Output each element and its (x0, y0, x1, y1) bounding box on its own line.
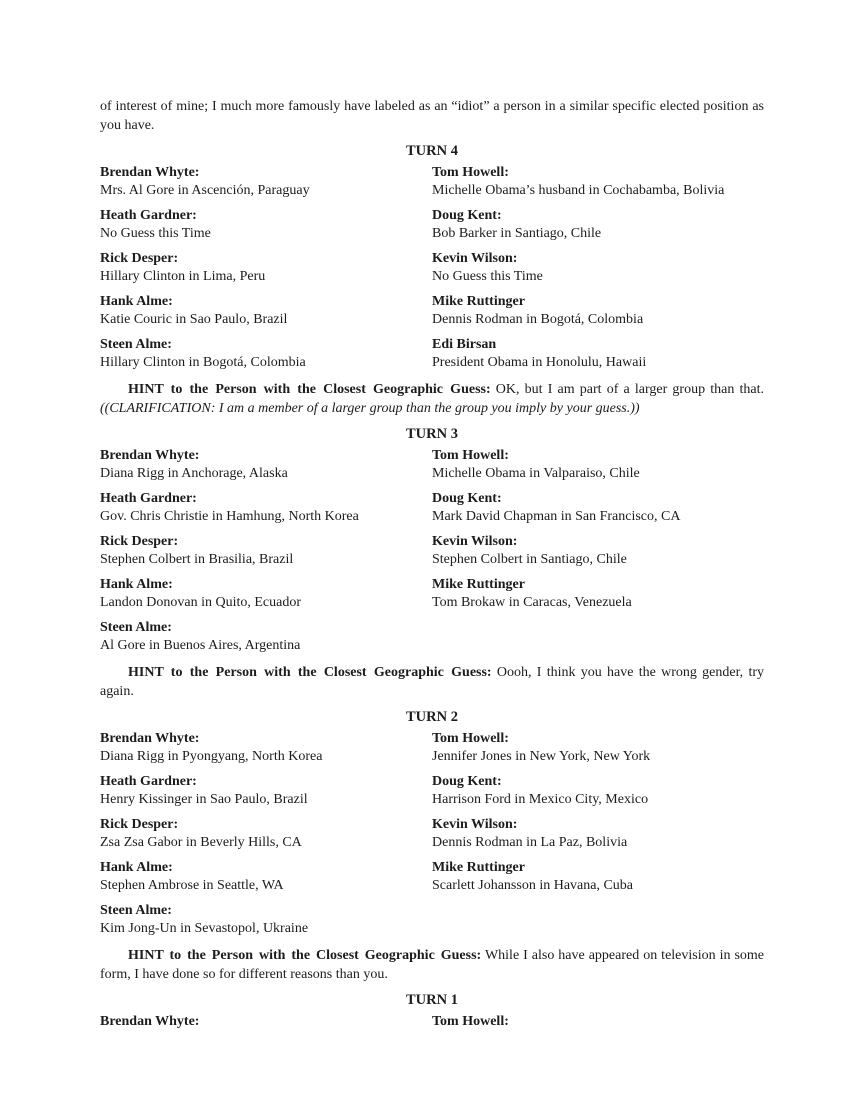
player-guess: Hillary Clinton in Bogotá, Colombia (100, 355, 306, 370)
player-entry (432, 207, 764, 243)
empty-cell (432, 902, 764, 938)
player-entry (432, 490, 764, 526)
player-guess: Stephen Colbert in Brasilia, Brazil (100, 552, 294, 567)
player-entry (432, 576, 764, 612)
player-entry (100, 1013, 432, 1031)
player-entry (100, 447, 432, 483)
player-guess: Landon Donovan in Quito, Ecuador (100, 595, 302, 610)
player-name: Mike Ruttinger (432, 860, 525, 875)
player-name: Kevin Wilson: (432, 251, 518, 266)
player-entry (432, 730, 764, 766)
player-entry (100, 533, 432, 569)
player-guess: Katie Couric in Sao Paulo, Brazil (100, 312, 288, 327)
player-name: Mike Ruttinger (432, 294, 525, 309)
player-entry (100, 164, 432, 200)
turn-3-hint (100, 663, 764, 701)
player-guess: Diana Rigg in Pyongyang, North Korea (100, 749, 323, 764)
player-guess: Michelle Obama in Valparaiso, Chile (432, 466, 640, 481)
player-entry (100, 576, 432, 612)
player-name: Tom Howell: (432, 165, 509, 180)
turn-3-entries (100, 447, 764, 655)
turn-1-title: TURN 1 (406, 992, 458, 1008)
player-guess: Harrison Ford in Mexico City, Mexico (432, 792, 649, 807)
player-entry (432, 250, 764, 286)
player-entry (100, 336, 432, 372)
empty-cell (432, 619, 764, 655)
player-name: Heath Gardner: (100, 774, 197, 789)
turn-4-title: TURN 4 (406, 143, 458, 159)
player-guess: Tom Brokaw in Caracas, Venezuela (432, 595, 632, 610)
turn-4-entries (100, 164, 764, 372)
player-name: Tom Howell: (432, 448, 509, 463)
player-guess: Dennis Rodman in La Paz, Bolivia (432, 835, 628, 850)
player-entry (432, 1013, 764, 1031)
player-name: Rick Desper: (100, 534, 179, 549)
player-entry (100, 207, 432, 243)
player-entry (432, 533, 764, 569)
player-name: Rick Desper: (100, 251, 179, 266)
turn-1-entries (100, 1013, 764, 1031)
player-guess: Gov. Chris Christie in Hamhung, North Korea (100, 509, 359, 524)
player-name: Tom Howell: (432, 1014, 509, 1029)
hint-label: HINT to the Person with the Closest Geographic Guess: (128, 382, 491, 397)
player-name: Hank Alme: (100, 860, 173, 875)
player-guess: President Obama in Honolulu, Hawaii (432, 355, 647, 370)
player-guess: No Guess this Time (100, 226, 211, 241)
hint-clarification: ((CLARIFICATION: I am a member of a larger group than the group you imply by your guess.)) (100, 401, 640, 416)
player-name: Heath Gardner: (100, 208, 197, 223)
player-guess: Henry Kissinger in Sao Paulo, Brazil (100, 792, 308, 807)
player-entry (432, 293, 764, 329)
player-entry (100, 816, 432, 852)
player-guess: Diana Rigg in Anchorage, Alaska (100, 466, 288, 481)
player-name: Doug Kent: (432, 774, 502, 789)
player-guess: Stephen Ambrose in Seattle, WA (100, 878, 284, 893)
player-entry (100, 773, 432, 809)
intro-paragraph: of interest of mine; I much more famously have labeled as an “idiot” a person in a similar specific elected position as you have. (100, 99, 764, 133)
player-entry (432, 336, 764, 372)
player-guess: Scarlett Johansson in Havana, Cuba (432, 878, 634, 893)
player-entry (100, 490, 432, 526)
player-name: Brendan Whyte: (100, 448, 200, 463)
player-name: Edi Birsan (432, 337, 497, 352)
player-name: Steen Alme: (100, 903, 172, 918)
player-entry (432, 447, 764, 483)
player-entry (432, 859, 764, 895)
player-guess: Dennis Rodman in Bogotá, Colombia (432, 312, 644, 327)
hint-text: OK, but I am part of a larger group than that. (495, 382, 764, 397)
turn-2-hint (100, 946, 764, 984)
player-entry (100, 619, 432, 655)
player-guess: Hillary Clinton in Lima, Peru (100, 269, 266, 284)
player-entry (432, 773, 764, 809)
player-name: Tom Howell: (432, 731, 509, 746)
player-name: Kevin Wilson: (432, 534, 518, 549)
player-guess: Al Gore in Buenos Aires, Argentina (100, 638, 301, 653)
player-guess: Zsa Zsa Gabor in Beverly Hills, CA (100, 835, 302, 850)
player-name: Hank Alme: (100, 577, 173, 592)
player-entry (100, 730, 432, 766)
player-name: Brendan Whyte: (100, 731, 200, 746)
player-entry (100, 859, 432, 895)
player-guess: Mark David Chapman in San Francisco, CA (432, 509, 681, 524)
player-name: Brendan Whyte: (100, 165, 200, 180)
page-content (100, 97, 764, 1031)
turn-4-hint (100, 380, 764, 418)
hint-label: HINT to the Person with the Closest Geographic Guess: (128, 948, 482, 963)
player-name: Rick Desper: (100, 817, 179, 832)
hint-text: Oooh, I think you have the wrong gender, try again. (100, 665, 765, 699)
player-guess: Stephen Colbert in Santiago, Chile (432, 552, 627, 567)
player-name: Kevin Wilson: (432, 817, 518, 832)
hint-text: While I also have appeared on television in some form, I have done so for different reasons than you. (100, 948, 765, 982)
hint-label: HINT to the Person with the Closest Geographic Guess: (128, 665, 492, 680)
player-entry (100, 250, 432, 286)
player-guess: Bob Barker in Santiago, Chile (432, 226, 602, 241)
player-name: Heath Gardner: (100, 491, 197, 506)
player-entry (432, 164, 764, 200)
player-name: Doug Kent: (432, 208, 502, 223)
player-guess: Michelle Obama’s husband in Cochabamba, Bolivia (432, 183, 725, 198)
player-entry (100, 293, 432, 329)
player-name: Brendan Whyte: (100, 1014, 200, 1029)
turn-2-entries (100, 730, 764, 938)
player-name: Steen Alme: (100, 620, 172, 635)
player-guess: Jennifer Jones in New York, New York (432, 749, 651, 764)
player-name: Doug Kent: (432, 491, 502, 506)
player-guess: Mrs. Al Gore in Ascención, Paraguay (100, 183, 310, 198)
player-name: Mike Ruttinger (432, 577, 525, 592)
player-entry (432, 816, 764, 852)
player-guess: Kim Jong-Un in Sevastopol, Ukraine (100, 921, 309, 936)
player-name: Hank Alme: (100, 294, 173, 309)
player-guess: No Guess this Time (432, 269, 543, 284)
turn-3-title: TURN 3 (406, 426, 458, 442)
player-entry (100, 902, 432, 938)
player-name: Steen Alme: (100, 337, 172, 352)
turn-2-title: TURN 2 (406, 709, 458, 725)
